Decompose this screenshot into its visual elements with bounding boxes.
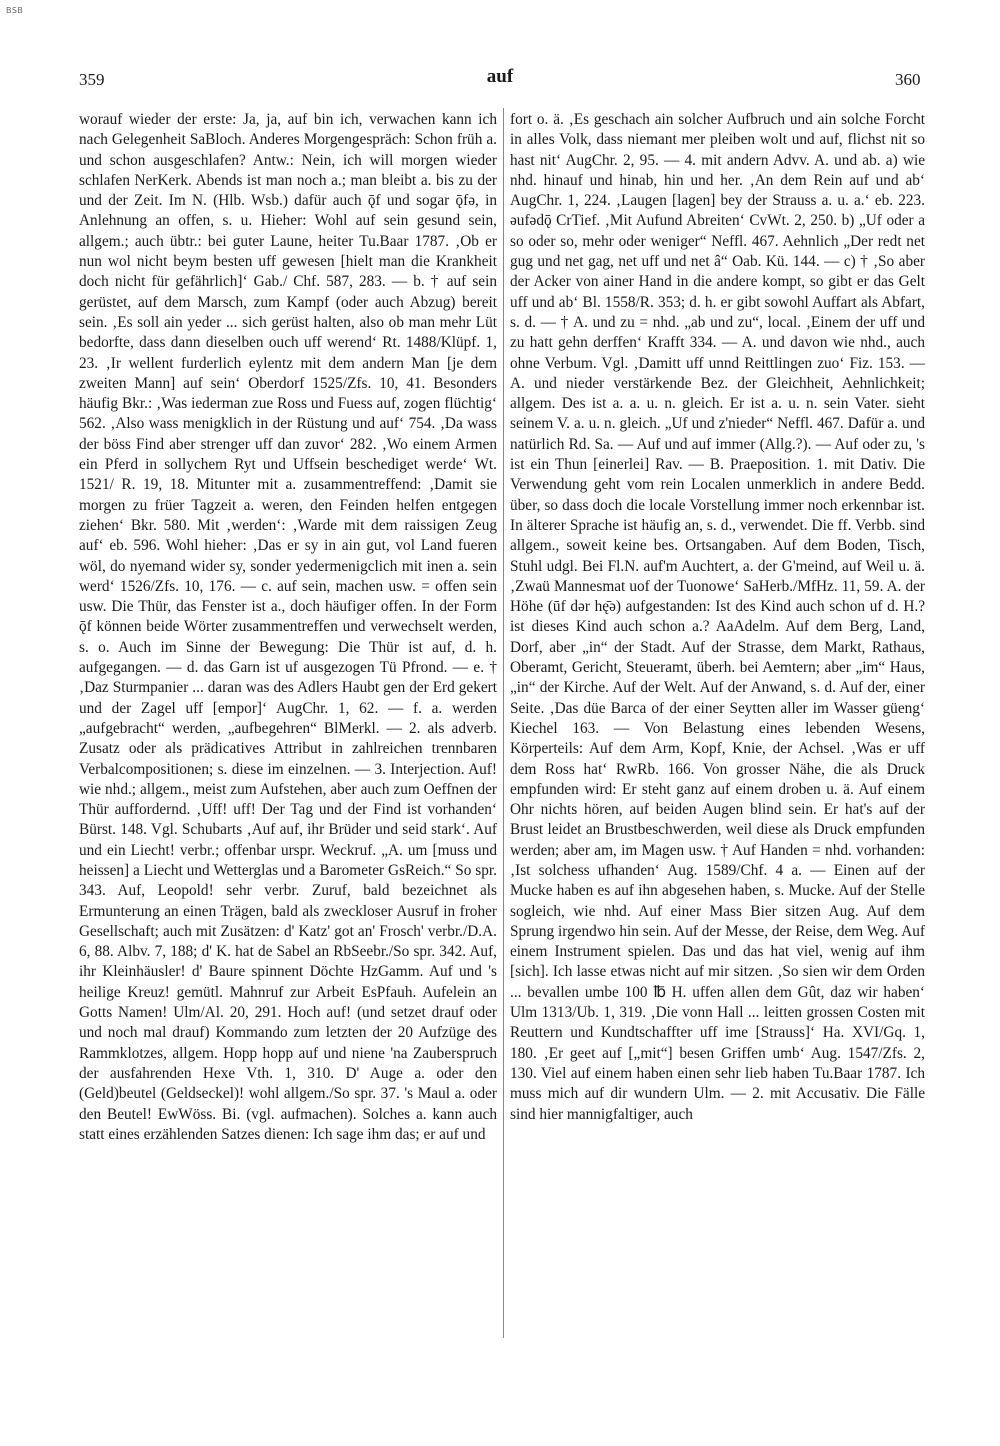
library-stamp: BSB <box>6 6 24 15</box>
page-number-right: 360 <box>895 70 921 89</box>
column-text-right: fort o. ä. ‚Es geschach ain solcher Aufbruch und ain solche Forcht in alles Volk, dass niemant mer pleiben wolt und auf, flichst nit so hast nit‘ AugChr. 2, 95. — 4. mit andern Advv. A. und ab. a) wie nhd. hinauf und hinab, hin und her. ‚An dem Rein auf und ab‘ AugChr. 1, 224. ‚Laugen [lagen] bey der Strauss a. u. a.‘ eb. 223. əufədǭ CrTief. ‚Mit Aufund Abreiten‘ CvWt. 2, 250. b) „Uf oder a so oder so, mehr oder weniger“ Neffl. 467. Aehnlich „Der redt net gug und net gag, net uff und net â“ Oab. Kü. 144. — c) † ‚So aber der Acker von ainer Hand in die andere kompt, so gibt er das Gelt uff und ab‘ Bl. 1558/R. 353; d. h. er gibt sowohl Auffart als Abfart, s. d. — † A. und zu = nhd. „ab und zu“, local. ‚Einem der uff und zu hatt gehn derffen‘ Krafft 334. — A. und davon wie nhd., auch ohne Verbum. Vgl. ‚Damitt uff unnd Reittlingen zuo‘ Fiz. 153. — A. und nieder verstärkende Bez. der Gleichheit, Aehnlichkeit; allgem. Des ist a. a. u. n. gleich. Er ist a. u. n. sein Vater. sieht seinem V. a. u. n. gleich. „Uf und z'nieder“ Neffl. 467. Dafür a. und natürlich Rd. Sa. — Auf und auf immer (Allg.?). — Auf oder zu, 's ist ein Thun [einerlei] Rav. — B. Praeposition. 1. mit Dativ. Die Verwendung geht vom rein Localen unmerklich in andere Bedd. über, so dass doch die locale Vorstellung immer noch erkennbar ist. In älterer Sprache ist häufig an, s. d., verwendet. Die ff. Verbb. sind allgem., soweit keine bes. Ortsangaben. Auf dem Boden, Tisch, Stuhl udgl. Bei Fl.N. auf'm Auchtert, a. der G'meind, auf Weil u. ä. ‚Zwaü Mannesmat uof der Tuonowe‘ SaHerb./MfHz. 11, 59. A. der Höhe (ūf dər hę̄ə) aufgestanden: Ist des Kind auch schon uf d. H.? ist dieses Kind auch schon a.? AaAdelm. Auf dem Berg, Land, Dorf, aber „in“ der Stadt. Auf der Strasse, dem Markt, Rathaus, Oberamt, Gericht, Steueramt, überh. bei Aemtern; aber „im“ Haus, „in“ der Kirche. Auf der Welt. Auf der Anwand, s. d. Auf der, einer Seite. ‚Das düe Barca of der einer Seytten aller im Wasser güeng‘ Kiechel 163. — Von Belastung eines lebenden Wesens, Körperteils: Auf dem Arm, Kopf, Knie, der Achsel. ‚Was er uff dem Ross hat‘ RwRb. 166. Von grosser Nähe, die als Druck empfunden wird: Er steht ganz auf einem droben u. ä. Auf einem Ohr nichts hören, auf beiden Augen blind sein. Er hat's auf der Brust leidet an Brustbeschwerden, weil diese als Druck empfunden werden; aber am, im Magen usw. † Auf Handen = nhd. vorhanden: ‚Ist solchess ufhanden‘ Aug. 1589/Chf. 4 a. — Einen auf der Mucke haben es auf ihn abgesehen haben, s. Mucke. Auf der Stelle sogleich, wie nhd. Auf einer Mass Bier sitzen Aug. Auf dem Sprung irgendwo hin sein. Auf der Messe, der Reise, dem Weg. Auf einem Instrument spielen. Das und das hat viel, wenig auf ihm [sich]. Ich lasse etwas nicht auf mir sitzen. ‚So sien wir dem Orden ... bevallen umbe 100 ℔ H. uffen allen dem Gût, daz wir haben‘ Ulm 1313/Ub. 1, 319. ‚Die vonn Hall ... leitten grossen Costen mit Reuttern und Kundtschaffter uff ime [Strauss]‘ Ha. XVI/Gq. 1, 180. ‚Er geet auf [„mit“] besen Griffen umb‘ Aug. 1547/Zfs. 2, 130. Viel auf einem haben einen sehr lieb haben Tu.Baar 1787. Ich muss mich auf dir wundern Ulm. — 2. mit Accusativ. Die Fälle sind hier mannigfaltiger, auch <box>510 111 925 1123</box>
running-headword: auf <box>486 66 514 87</box>
text-column-left <box>79 110 497 1145</box>
page-number-left: 359 <box>79 70 105 89</box>
column-divider <box>503 108 504 1338</box>
text-column-right <box>510 110 925 1125</box>
column-text-left: worauf wieder der erste: Ja, ja, auf bin ich, verwachen kann ich nach Gelegenheit SaBloch. Anderes Morgengespräch: Schon früh a. und schon ausgeschlafen? Antw.: Nein, ich will morgen wieder schlafen NerKerk. Abends ist man noch a.; man bleibt a. bis zu der und der Zeit. Im N. (Hlb. Wsb.) dafür auch ǭf und sogar ǭfə, in Anlehnung an offen, s. u. Hieher: Wohl auf sein gesund sein, allgem.; auch übtr.: bei guter Laune, heiter Tu.Baar 1787. ‚Ob er nun wol nicht beym besten uff gewesen [hielt man die Krankheit doch nicht für gefährlich]‘ Gab./ Chf. 587, 283. — b. † auf sein gerüstet, auf dem Marsch, zum Kampf (oder auch Abzug) bereit sein. ‚Es soll ain yeder ... sich gerüst halten, also ob man mehr Lüt bedorfte, dass dann dieselben ouch uff werend‘ Rt. 1488/Klüpf. 1, 23. ‚Ir wellent furderlich eylentz mit dem andern Man [je dem zweiten Mann] auf sein‘ Oberdorf 1525/Zfs. 10, 41. Besonders häufig Bkr.: ‚Was iederman zue Ross und Fuess auf, zogen flüchtig‘ 562. ‚Also wass menigklich in der Rüstung und auf‘ 754. ‚Da wass der böss Find aber strenger uff dan zuvor‘ 282. ‚Wo einem Armen ein Pferd in sollychem Ryt und Uffsein beschediget werde‘ Wt. 1521/ R. 19, 18. Mitunter mit a. zusammentreffend: ‚Damit sie morgen zu früer Tagzeit a. weren, den Feinden helfen entgegen ziehen‘ Bkr. 580. Mit ‚werden‘: ‚Warde mit dem raissigen Zeug auf‘ eb. 596. Wohl hieher: ‚Das er sy in ain gut, vol Land fueren wöl, do nyemand wider sy, sonder yedermenigclich mit inen a. sein werd‘ 1526/Zfs. 10, 176. — c. auf sein, machen usw. = offen sein usw. Die Thür, das Fenster ist a., doch häufiger offen. In der Form ǭf können beide Wörter zusammentreffen und verwechselt werden, s. o. Auch im Sinne der Bewegung: Die Thür ist auf, d. h. aufgegangen. — d. das Garn ist uf ausgezogen Tü Pfrond. — e. † ‚Daz Sturmpanier ... daran was des Adlers Haubt gen der Erd gekert und der Zagel uff [empor]‘ AugChr. 1, 62. — f. a. werden „aufgebracht“ werden, „aufbegehren“ BlMerkl. — 2. als adverb. Zusatz oder als prädicatives Attribut in zahlreichen trennbaren Verbalcompositionen; s. diese im einzelnen. — 3. Interjection. Auf! wie nhd.; allgem., meist zum Aufstehen, aber auch zum Oeffnen der Thür auffordernd. ‚Uff! uff! Der Tag und der Find ist vorhanden‘ Bürst. 148. Vgl. Schubarts ‚Auf auf, ihr Brüder und seid stark‘. Auf und ein Liecht! verbr.; offenbar urspr. Weckruf. „A. um [muss und heissen] a Liecht und Wetterglas und a Barometer GsReich.“ So spr. 343. Auf, Leopold! sehr verbr. Zuruf, bald bezeichnet als Ermunterung an einen Trägen, bald als zweckloser Ausruf in froher Gesellschaft; auch mit Zusätzen: d' Katz' got an' Frosch' verbr./D.A. 6, 88. Albv. 7, 188; d' K. hat de Sabel an RbSeebr./So spr. 342. Auf, ihr Kleinhäusler! d' Baure spinnent Döchte HzGamm. Auf und 's heilige Kreuz! gemütl. Mahnruf zur Arbeit EsPfauh. Aufelein an Gotts Namen! Ulm/Al. 20, 291. Hoch auf! (und setzet drauf oder und noch mal drauf) Kommando zum letzten der 20 Aufzüge des Rammklotzes, allgem. Hopp hopp auf und niene 'na Zauberspruch der ausfahrenden Hexe Vth. 1, 310. D' Auge a. oder den (Geld)beutel (Geldseckel)! wohl allgem./So spr. 37. 's Maul a. oder den Beutel! EwWöss. Bi. (vgl. aufmachen). Solches a. kann auch statt eines erzählenden Satzes dienen: Ich sage ihm das; er auf und <box>79 111 497 1143</box>
